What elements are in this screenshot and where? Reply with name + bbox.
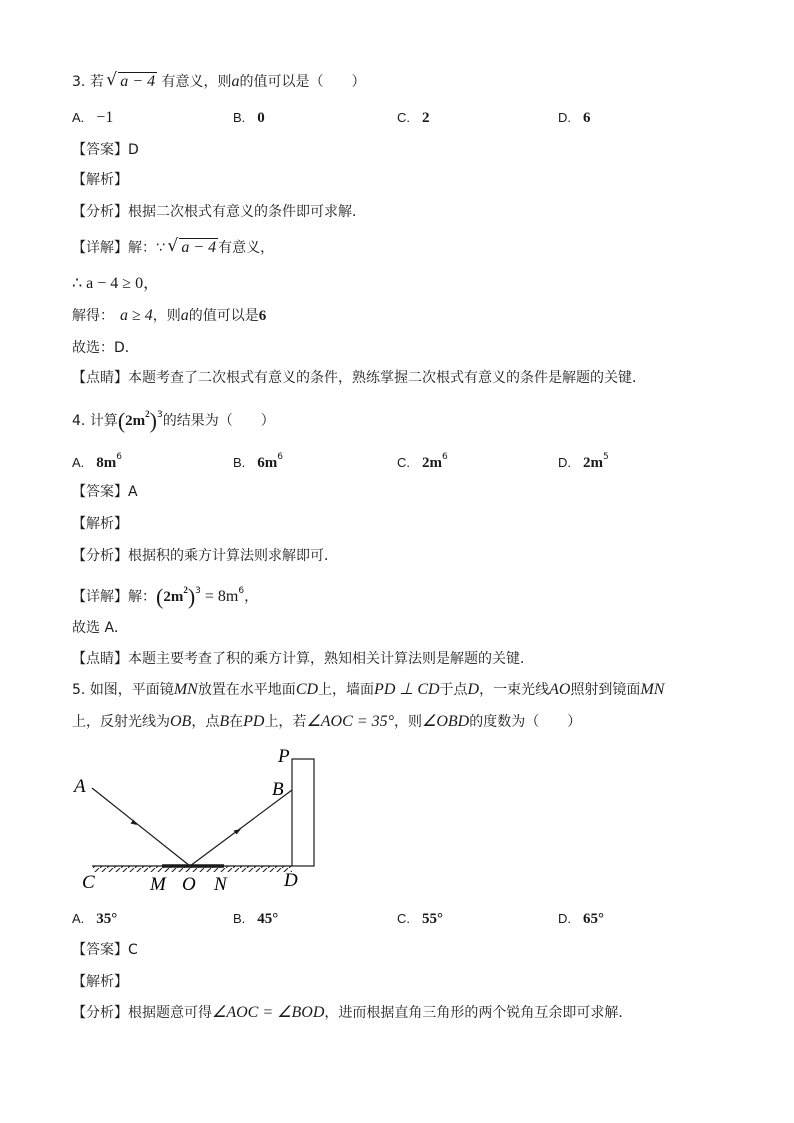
option-value: 8m — [96, 455, 117, 471]
q4-outer-exp: 3 — [156, 410, 163, 420]
answer-value: A — [128, 484, 138, 500]
ray-ao — [92, 788, 190, 866]
q5-math: ∠OBD — [421, 713, 470, 730]
option-value: 2m — [422, 455, 442, 471]
q5-text: 在 — [229, 714, 244, 730]
answer-tag: 【答案】 — [72, 142, 128, 158]
q4-expression — [125, 409, 150, 429]
q5-fenxi — [72, 1003, 632, 1023]
q4-dianjing — [72, 649, 534, 669]
label-n: N — [214, 874, 227, 895]
q3-stem-text: 的值可以是（ ） — [239, 74, 366, 90]
option-value: 6m — [257, 455, 278, 471]
label-b: B — [272, 779, 284, 800]
q5-option-c[interactable] — [397, 909, 443, 929]
answer-value: D — [128, 142, 139, 158]
solve-text: 的值可以是 — [188, 308, 259, 324]
option-label: A. — [72, 455, 85, 470]
q3-sqrt-expression-2 — [169, 238, 218, 258]
option-value: 55° — [422, 911, 443, 927]
fenxi-text: 根据积的乘方计算法则求解即可． — [128, 548, 338, 564]
solve-math: a ≥ 4 — [120, 307, 153, 324]
q4-stem-text: 的结果为（ ） — [162, 413, 275, 429]
q5-stem-line1 — [72, 680, 664, 700]
q3-option-b[interactable] — [233, 108, 265, 128]
q4-choose: 故选 A． — [72, 620, 129, 636]
q3-dianjing — [72, 368, 646, 388]
q4-xiangjie — [72, 580, 258, 607]
fenxi-tag: 【分析】 — [72, 1005, 128, 1021]
q5-number: 5. — [72, 682, 86, 698]
dianjing-tag: 【点睛】 — [72, 651, 128, 667]
option-label: C. — [397, 911, 410, 926]
answer-tag: 【答案】 — [72, 484, 128, 500]
option-value: 2m — [583, 455, 603, 471]
q3-number: 3. — [72, 74, 86, 90]
q3-stem-text: 若 — [89, 74, 104, 90]
q4-inner-exp: 2 — [183, 585, 188, 595]
q3-radicand: a − 4 — [181, 239, 217, 256]
fenxi-tag: 【分析】 — [72, 548, 128, 564]
q5-math: MN — [173, 681, 198, 698]
q3-var: a — [231, 73, 240, 90]
q3-xiangjie — [72, 238, 274, 258]
dianjing-text: 本题主要考查了积的乘方计算，熟知相关计算法则是解题的关键． — [128, 651, 534, 667]
option-value: 45° — [257, 911, 279, 927]
q4-expression-2 — [163, 585, 188, 605]
option-exp: 6 — [442, 452, 448, 462]
q3-step1: ∴ a − 4 ≥ 0， — [72, 275, 160, 292]
option-value: 35° — [96, 911, 118, 927]
q5-text: 放置在水平地面 — [197, 682, 296, 698]
right-paren: ) — [149, 408, 157, 433]
q4-option-b[interactable] — [233, 447, 283, 473]
solve-text: 解得： — [72, 308, 114, 324]
q5-text: 的度数为（ ） — [469, 714, 582, 730]
q5-math: AO — [549, 681, 571, 698]
arrow-ob — [234, 829, 242, 835]
label-c: C — [82, 872, 95, 893]
option-value: 0 — [257, 110, 265, 126]
q3-stem-text: 有意义，则 — [161, 74, 232, 90]
fenxi-text: 根据二次根式有意义的条件即可求解． — [128, 204, 366, 220]
solve-var: a — [180, 307, 189, 324]
q5-stem-line2 — [72, 712, 581, 732]
q4-option-a[interactable] — [72, 447, 122, 473]
xiangjie-tag: 【详解】 — [72, 589, 128, 605]
left-paren: ( — [117, 408, 126, 433]
q5-math: B — [219, 713, 230, 730]
q5-answer — [72, 940, 138, 960]
option-label: B. — [233, 455, 246, 470]
q5-math: PD ⊥ CD — [374, 681, 440, 698]
right-paren: ) — [187, 584, 196, 609]
q5-text: ，一束光线 — [479, 682, 550, 698]
q5-math: PD — [243, 713, 265, 730]
fenxi-text: ，进而根据直角三角形的两个锐角互余即可求解． — [324, 1005, 633, 1021]
q4-stem — [72, 404, 275, 431]
q3-fenxi — [72, 202, 366, 222]
q3-radicand: a − 4 — [120, 73, 156, 90]
q4-stem-text: 计算 — [89, 413, 118, 429]
q5-math: D — [467, 681, 480, 698]
option-value: −1 — [96, 109, 114, 126]
q4-base: 2m — [163, 589, 184, 605]
q5-option-b[interactable] — [233, 909, 278, 929]
option-exp: 5 — [603, 452, 609, 462]
option-label: C. — [397, 455, 410, 470]
q3-option-a[interactable] — [72, 108, 113, 128]
label-m: M — [150, 874, 166, 895]
q5-math: OB — [170, 713, 192, 730]
q5-math: MN — [640, 681, 665, 698]
q5-math: CD — [295, 681, 319, 698]
option-label: D. — [558, 110, 571, 125]
fenxi-text: 根据题意可得 — [128, 1005, 212, 1021]
q4-result: = 8m — [204, 588, 239, 605]
q3-choose: 故选：D． — [72, 340, 139, 356]
xiangjie-text: 有意义， — [218, 240, 275, 256]
label-d: D — [284, 870, 298, 891]
q3-stem — [72, 72, 366, 92]
option-value: 65° — [583, 911, 604, 927]
q5-jiexi: 【解析】 — [72, 974, 128, 990]
ray-ob — [190, 790, 292, 866]
xiangjie-text: 解：∵ — [128, 240, 165, 256]
xiangjie-tag: 【详解】 — [72, 240, 128, 256]
dianjing-tag: 【点睛】 — [72, 370, 128, 386]
q4-number: 4. — [72, 413, 86, 429]
q4-fenxi — [72, 546, 338, 566]
q5-text: 上，反射光线为 — [72, 714, 170, 730]
q5-text: ，则 — [393, 714, 422, 730]
q5-option-a[interactable] — [72, 909, 117, 929]
q3-jiexi: 【解析】 — [72, 172, 128, 188]
answer-value: C — [128, 942, 138, 958]
q3-option-c[interactable] — [397, 108, 430, 128]
option-label: D. — [558, 911, 571, 926]
option-label: D. — [558, 455, 571, 470]
wall — [292, 759, 314, 866]
q4-answer — [72, 482, 138, 502]
option-label: A. — [72, 110, 85, 125]
label-o: O — [182, 874, 196, 895]
q3-option-d[interactable] — [558, 108, 591, 128]
q3-solve — [72, 306, 266, 326]
fenxi-tag: 【分析】 — [72, 204, 128, 220]
option-exp: 6 — [277, 452, 284, 462]
q5-text: 如图，平面镜 — [89, 682, 174, 698]
solve-value: 6 — [258, 308, 267, 324]
label-a: A — [74, 776, 86, 797]
comma: ， — [244, 589, 259, 605]
dianjing-text: 本题考查了二次根式有意义的条件，熟练掌握二次根式有意义的条件是解题的关键． — [128, 370, 646, 386]
q5-text: 于点 — [439, 682, 468, 698]
q4-base: 2m — [125, 413, 146, 429]
label-p: P — [278, 746, 290, 767]
option-label: B. — [233, 911, 246, 926]
q4-option-c[interactable] — [397, 447, 448, 473]
option-label: B. — [233, 110, 246, 125]
q5-text: 上，若 — [264, 714, 307, 730]
q5-text: 上，墙面 — [318, 682, 375, 698]
option-label: C. — [397, 110, 410, 125]
left-paren: ( — [156, 584, 164, 609]
q5-text: 照射到镜面 — [570, 682, 641, 698]
arrow-ao — [131, 820, 138, 826]
q4-result-exp: 6 — [238, 586, 245, 596]
option-exp: 6 — [116, 452, 123, 462]
option-label: A. — [72, 911, 85, 926]
q5-option-d[interactable] — [558, 909, 604, 929]
q5-math: ∠AOC = 35° — [306, 713, 394, 730]
q4-option-d[interactable] — [558, 447, 609, 473]
q3-sqrt-expression — [108, 72, 157, 92]
q5-figure — [72, 742, 332, 897]
fenxi-math: ∠AOC = ∠BOD — [212, 1004, 325, 1021]
q3-answer — [72, 140, 139, 160]
q5-text: ，点 — [191, 714, 220, 730]
solve-text: ，则 — [152, 308, 181, 324]
q4-jiexi: 【解析】 — [72, 516, 128, 532]
option-value: 6 — [583, 110, 591, 126]
q4-outer-exp: 3 — [195, 586, 201, 596]
q4-inner-exp: 2 — [145, 409, 150, 419]
answer-tag: 【答案】 — [72, 942, 128, 958]
xiangjie-text: 解： — [128, 589, 156, 605]
option-value: 2 — [422, 110, 430, 126]
